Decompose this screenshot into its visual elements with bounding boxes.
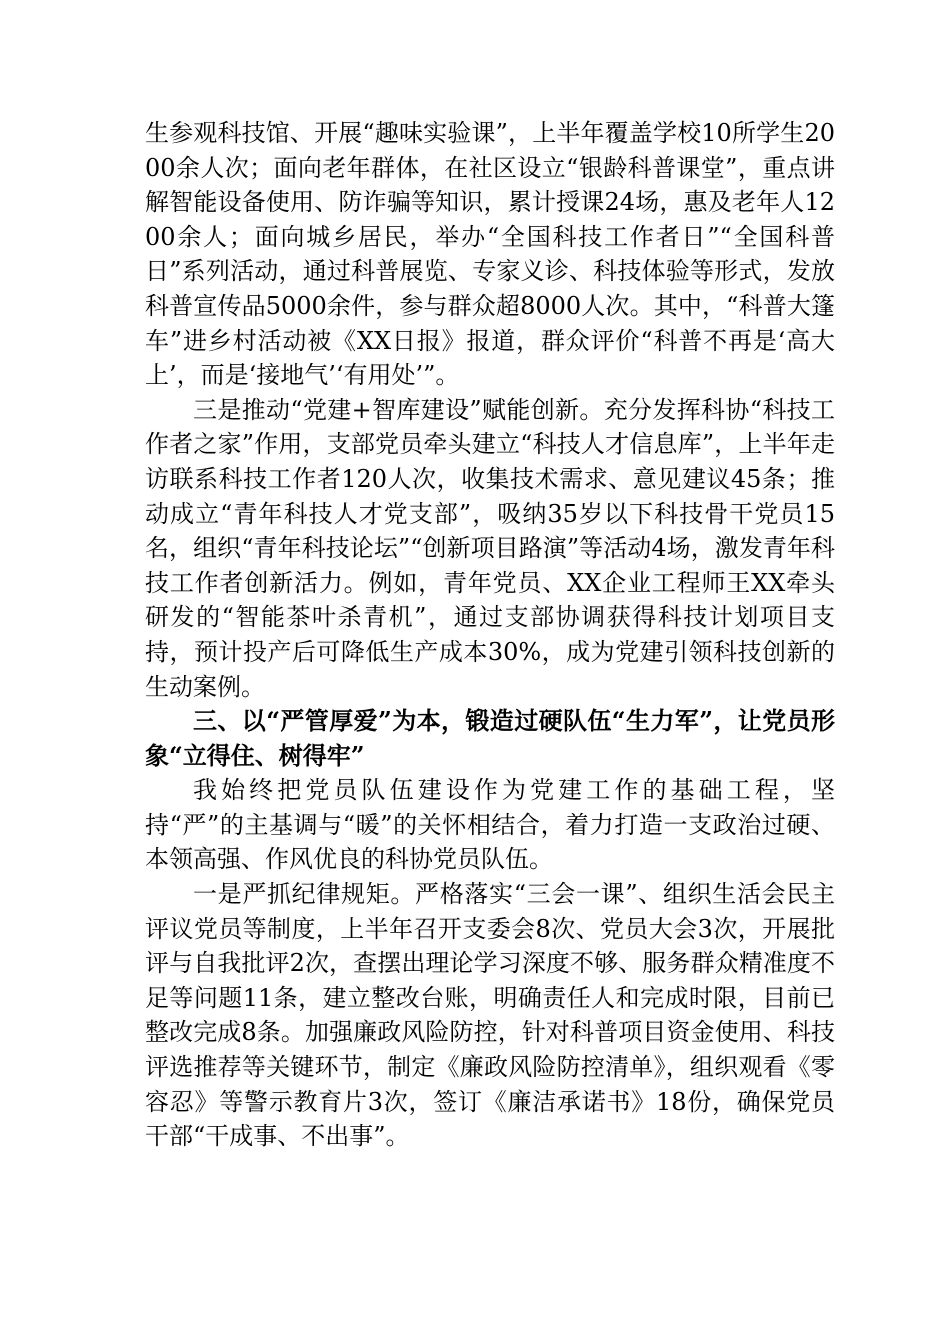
paragraph-party-think-tank: 三是推动“党建+智库建设”赋能创新。充分发挥科协“科技工作者之家”作用，支部党员牵头建立“科技人才信息库”，上半年走访联系科技工作者120人次，收集技术需求、意见建议45条；推动成立“青年科技人才党支部”，吸纳35岁以下科技骨干党员15名，组织“青年科技论坛”“创新项目路演”等活动4场，激发青年科技工作者创新活力。例如，青年党员、XX企业工程师王XX牵头研发的“智能茶叶杀青机”，通过支部协调获得科技计划项目支持，预计投产后可降低生产成本30%，成为党建引领科技创新的生动案例。 [145,395,835,701]
paragraph-continuation: 生参观科技馆、开展“趣味实验课”，上半年覆盖学校10所学生2000余人次；面向老年群体，在社区设立“银龄科普课堂”，重点讲解智能设备使用、防诈骗等知识，累计授课24场，惠及老年人1200余人；面向城乡居民，举办“全国科技工作者日”“全国科普日”系列活动，通过科普展览、专家义诊、科技体验等形式，发放科普宣传品5000余件，参与群众超8000人次。其中，“科普大篷车”进乡村活动被《XX日报》报道，群众评价“科普不再是‘高大上’，而是‘接地气’‘有用处’”。 [145,119,835,390]
paragraph-team-building: 我始终把党员队伍建设作为党建工作的基础工程，坚持“严”的主基调与“暖”的关怀相结合，着力打造一支政治过硬、本领高强、作风优良的科协党员队伍。 [145,776,835,874]
section-heading-three: 三、以“严管厚爱”为本，锻造过硬队伍“生力军”，让党员形象“立得住、树得牢” [145,706,835,770]
paragraph-discipline: 一是严抓纪律规矩。严格落实“三会一课”、组织生活会民主评议党员等制度，上半年召开支委会8次、党员大会3次，开展批评与自我批评2次，查摆出理论学习深度不够、服务群众精准度不足等问题11条，建立整改台账，明确责任人和完成时限，目前已整改完成8条。加强廉政风险防控，针对科普项目资金使用、科技评选推荐等关键环节，制定《廉政风险防控清单》，组织观看《零容忍》等警示教育片3次，签订《廉洁承诺书》18份，确保党员干部“干成事、不出事”。 [145,880,835,1151]
document-body [145,116,835,1154]
